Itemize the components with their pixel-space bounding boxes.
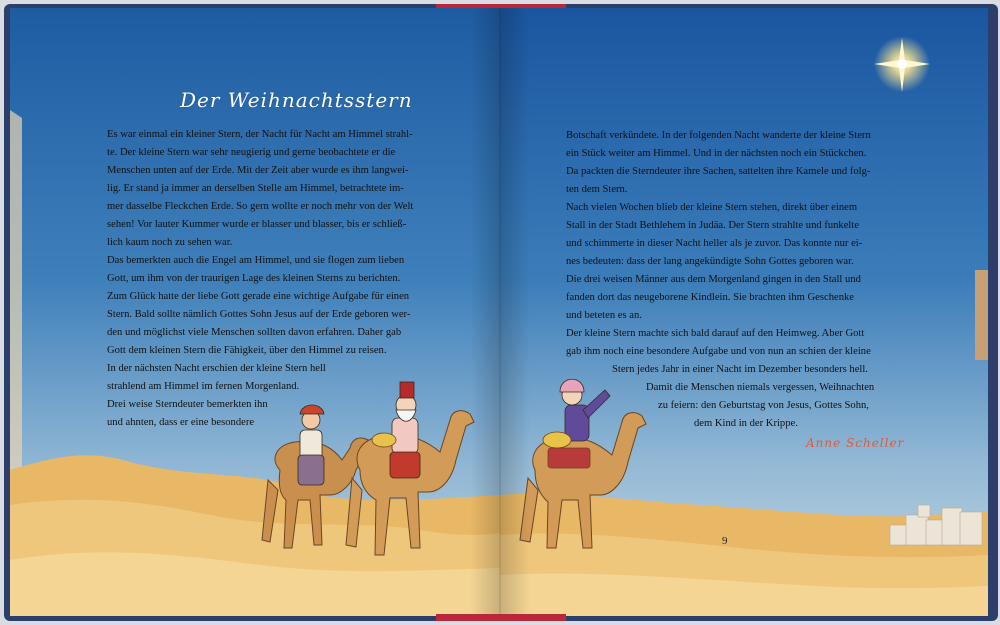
text-line: nes bedeuten: dass der lang angekündigte Sohn Gottes geboren war. bbox=[566, 256, 854, 267]
text-line: und beteten es an. bbox=[566, 310, 642, 321]
text-line: Der kleine Stern machte sich bald darauf auf den Heimweg. Aber Gott bbox=[566, 328, 865, 339]
text-line: und schimmerte in dieser Nacht heller als je zuvor. Das konnte nur ei- bbox=[566, 238, 863, 249]
text-line: strahlend am Himmel im fernen Morgenland. bbox=[107, 381, 300, 392]
text-line: Zum Glück hatte der liebe Gott gerade eine wichtige Aufgabe für einen bbox=[107, 291, 410, 302]
text-line: ten dem Stern. bbox=[566, 184, 628, 195]
text-line: Drei weise Sterndeuter bemerkten ihn bbox=[107, 399, 268, 410]
text-line: Menschen unten auf der Erde. Mit der Zeit aber wurde es ihm langwei- bbox=[107, 165, 409, 176]
text-line: Nach vielen Wochen blieb der kleine Stern stehen, direkt über einem bbox=[566, 202, 858, 213]
left-page-text bbox=[107, 126, 413, 432]
text-line: dem Kind in der Krippe. bbox=[694, 418, 798, 429]
text-line: Botschaft verkündete. In der folgenden Nacht wanderte der kleine Stern bbox=[566, 130, 871, 141]
text-line: Es war einmal ein kleiner Stern, der Nacht für Nacht am Himmel strahl- bbox=[107, 129, 413, 140]
text-line: lich kaum noch zu sehen war. bbox=[107, 237, 233, 248]
text-line: und ahnten, dass er eine besondere bbox=[107, 417, 255, 428]
text-line: gab ihm noch eine besondere Aufgabe und von nun an schien der kleine bbox=[566, 346, 871, 357]
text-line: Stern jedes Jahr in einer Nacht im Dezember besonders hell. bbox=[612, 364, 868, 375]
text-line: te. Der kleine Stern war sehr neugierig und gerne beobachtete er die bbox=[107, 147, 396, 158]
text-line: fanden dort das neugeborene Kindlein. Sie brachten ihm Geschenke bbox=[566, 292, 854, 303]
text-line: Stall in der Stadt Bethlehem in Judäa. Der Stern strahlte und funkelte bbox=[566, 220, 860, 231]
text-line: Gott dem kleinen Stern die Fähigkeit, über den Himmel zu reisen. bbox=[107, 345, 387, 356]
text-line: In der nächsten Nacht erschien der kleine Stern hell bbox=[107, 363, 326, 374]
text-line: Die drei weisen Männer aus dem Morgenland gingen in den Stall und bbox=[566, 274, 861, 285]
text-line: ein Stück weiter am Himmel. Und in der nächsten noch ein Stückchen. bbox=[566, 148, 867, 159]
right-page-text bbox=[566, 127, 874, 433]
story-title: Der Weihnachtsstern bbox=[180, 88, 413, 112]
page-number: 9 bbox=[722, 535, 728, 547]
text-line: zu feiern: den Geburtstag von Jesus, Gottes Sohn, bbox=[658, 400, 869, 411]
text-line: Da packten die Sterndeuter ihre Sachen, sattelten ihre Kamele und folg- bbox=[566, 166, 871, 177]
text-line: Das bemerkten auch die Engel am Himmel, und sie flogen zum lieben bbox=[107, 255, 405, 266]
text-line: sehen! Vor lauter Kummer wurde er blasser und blasser, bis er schließ- bbox=[107, 219, 407, 230]
text-line: mer dasselbe Fleckchen Erde. So gern wollte er noch mehr von der Welt bbox=[107, 201, 414, 212]
text-line: Stern. Bald sollte nämlich Gottes Sohn Jesus auf der Erde geboren wer- bbox=[107, 309, 411, 320]
text-line: Damit die Menschen niemals vergessen, Weihnachten bbox=[646, 382, 875, 393]
text-line: lig. Er stand ja immer an derselben Stelle am Himmel, betrachtete im- bbox=[107, 183, 404, 194]
text-line: Gott, um ihm von der traurigen Lage des kleinen Sterns zu berichten. bbox=[107, 273, 401, 284]
author-name: Anne Scheller bbox=[806, 436, 905, 450]
text-line: den und möglichst viele Menschen sollten davon erfahren. Daher gab bbox=[107, 327, 402, 338]
